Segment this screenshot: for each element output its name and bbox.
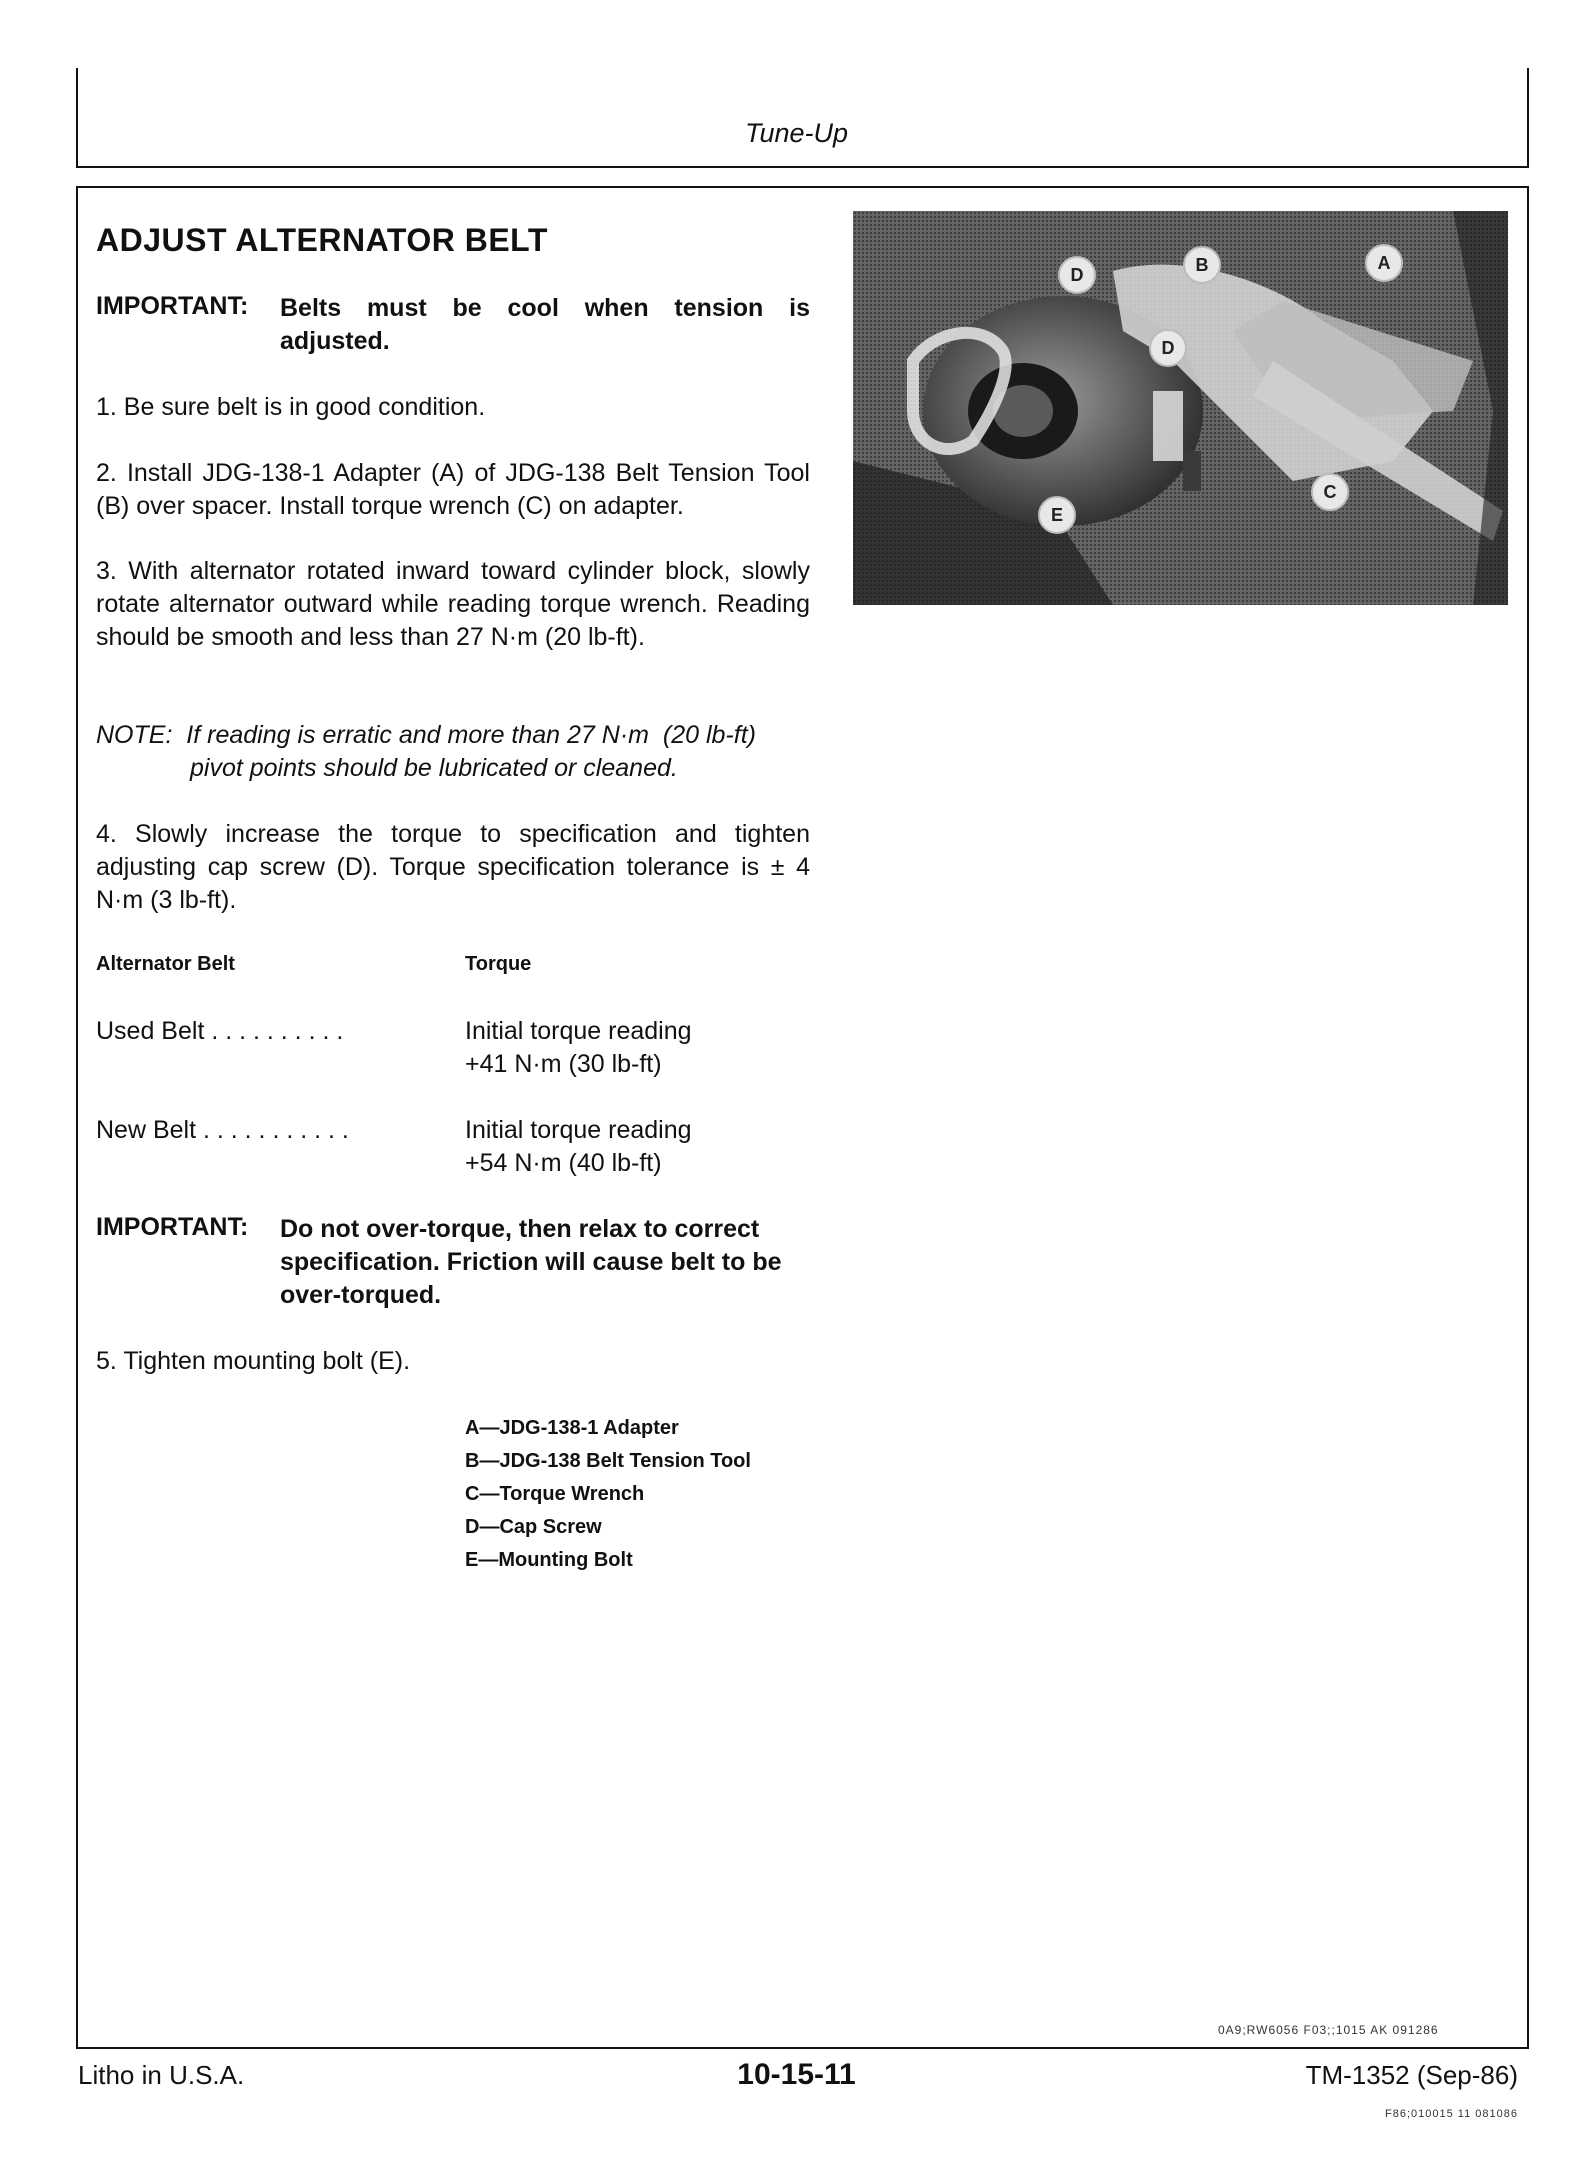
footer-printed-in: Litho in U.S.A. bbox=[78, 2060, 245, 2090]
legend-d: D—Cap Screw bbox=[465, 1516, 602, 1538]
step-2: 2. Install JDG-138-1 Adapter (A) of JDG-138 Belt Tension Tool (B) over spacer. Install torque wrench (C) on adapter. bbox=[96, 459, 810, 520]
table-row-used-label: Used Belt . . . . . . . . . . bbox=[96, 1017, 344, 1045]
photo-illustration bbox=[853, 211, 1508, 605]
step-3: 3. With alternator rotated inward toward cylinder block, slowly rotate alternator outward while reading torque wrench. Reading should be smooth and less than 27 N·m (20 lb-ft). bbox=[96, 557, 810, 651]
table-row-used-value2: +41 N·m (30 lb-ft) bbox=[465, 1050, 662, 1078]
table-header-torque: Torque bbox=[465, 953, 532, 975]
callout-a: A bbox=[1365, 244, 1403, 282]
footer-manual-id: TM-1352 (Sep-86) bbox=[1305, 2060, 1518, 2090]
callout-d: D bbox=[1149, 329, 1187, 367]
content-bottom-border bbox=[76, 2047, 1529, 2049]
page-number: 10-15-11 bbox=[737, 2058, 856, 2091]
important2-line2: specification. Friction will cause belt to be bbox=[280, 1248, 782, 1276]
table-row-new-value2: +54 N·m (40 lb-ft) bbox=[465, 1149, 662, 1177]
important2-line1: Do not over-torque, then relax to correct bbox=[280, 1215, 760, 1243]
bottom-code: F86;010015 11 081086 bbox=[1385, 2108, 1518, 2120]
alternator-photo bbox=[853, 211, 1508, 605]
legend-a: A—JDG-138-1 Adapter bbox=[465, 1417, 679, 1439]
table-row-new-label: New Belt . . . . . . . . . . . bbox=[96, 1116, 349, 1144]
running-header: Tune-Up bbox=[744, 118, 849, 148]
step-4: 4. Slowly increase the torque to specification and tighten adjusting cap screw (D). Torque specification tolerance is ± 4 N·m (3 lb-ft). bbox=[96, 820, 810, 914]
callout-d-top: D bbox=[1058, 256, 1096, 294]
section-title: ADJUST ALTERNATOR BELT bbox=[96, 222, 548, 258]
step-5: 5. Tighten mounting bolt (E). bbox=[96, 1347, 411, 1375]
table-row-used-value1: Initial torque reading bbox=[465, 1017, 692, 1045]
table-row-new-value1: Initial torque reading bbox=[465, 1116, 692, 1144]
reference-code: 0A9;RW6056 F03;;1015 AK 091286 bbox=[1218, 2023, 1439, 2037]
note-line1: NOTE: If reading is erratic and more than 27 N·m (20 lb-ft) bbox=[96, 721, 756, 749]
content-right-border bbox=[1527, 186, 1529, 2049]
callout-e: E bbox=[1038, 496, 1076, 534]
legend-c: C—Torque Wrench bbox=[465, 1483, 645, 1505]
legend-b: B—JDG-138 Belt Tension Tool bbox=[465, 1450, 751, 1472]
legend-e: E—Mounting Bolt bbox=[465, 1549, 633, 1571]
callout-b: B bbox=[1183, 246, 1221, 284]
step-1: 1. Be sure belt is in good condition. bbox=[96, 393, 486, 421]
callout-c: C bbox=[1311, 473, 1349, 511]
header-rule bbox=[76, 166, 1529, 168]
content-top-border bbox=[76, 186, 1529, 188]
important2-line3: over-torqued. bbox=[280, 1281, 442, 1309]
important-text-line1: Belts must be cool when tension is bbox=[280, 294, 810, 322]
table-header-belt: Alternator Belt bbox=[96, 953, 235, 975]
important-label-2: IMPORTANT: bbox=[96, 1213, 249, 1241]
important-label: IMPORTANT: bbox=[96, 292, 249, 320]
content-left-border bbox=[76, 186, 78, 2049]
note-line2: pivot points should be lubricated or cleaned. bbox=[190, 754, 678, 782]
important-text-line2: adjusted. bbox=[280, 327, 390, 355]
